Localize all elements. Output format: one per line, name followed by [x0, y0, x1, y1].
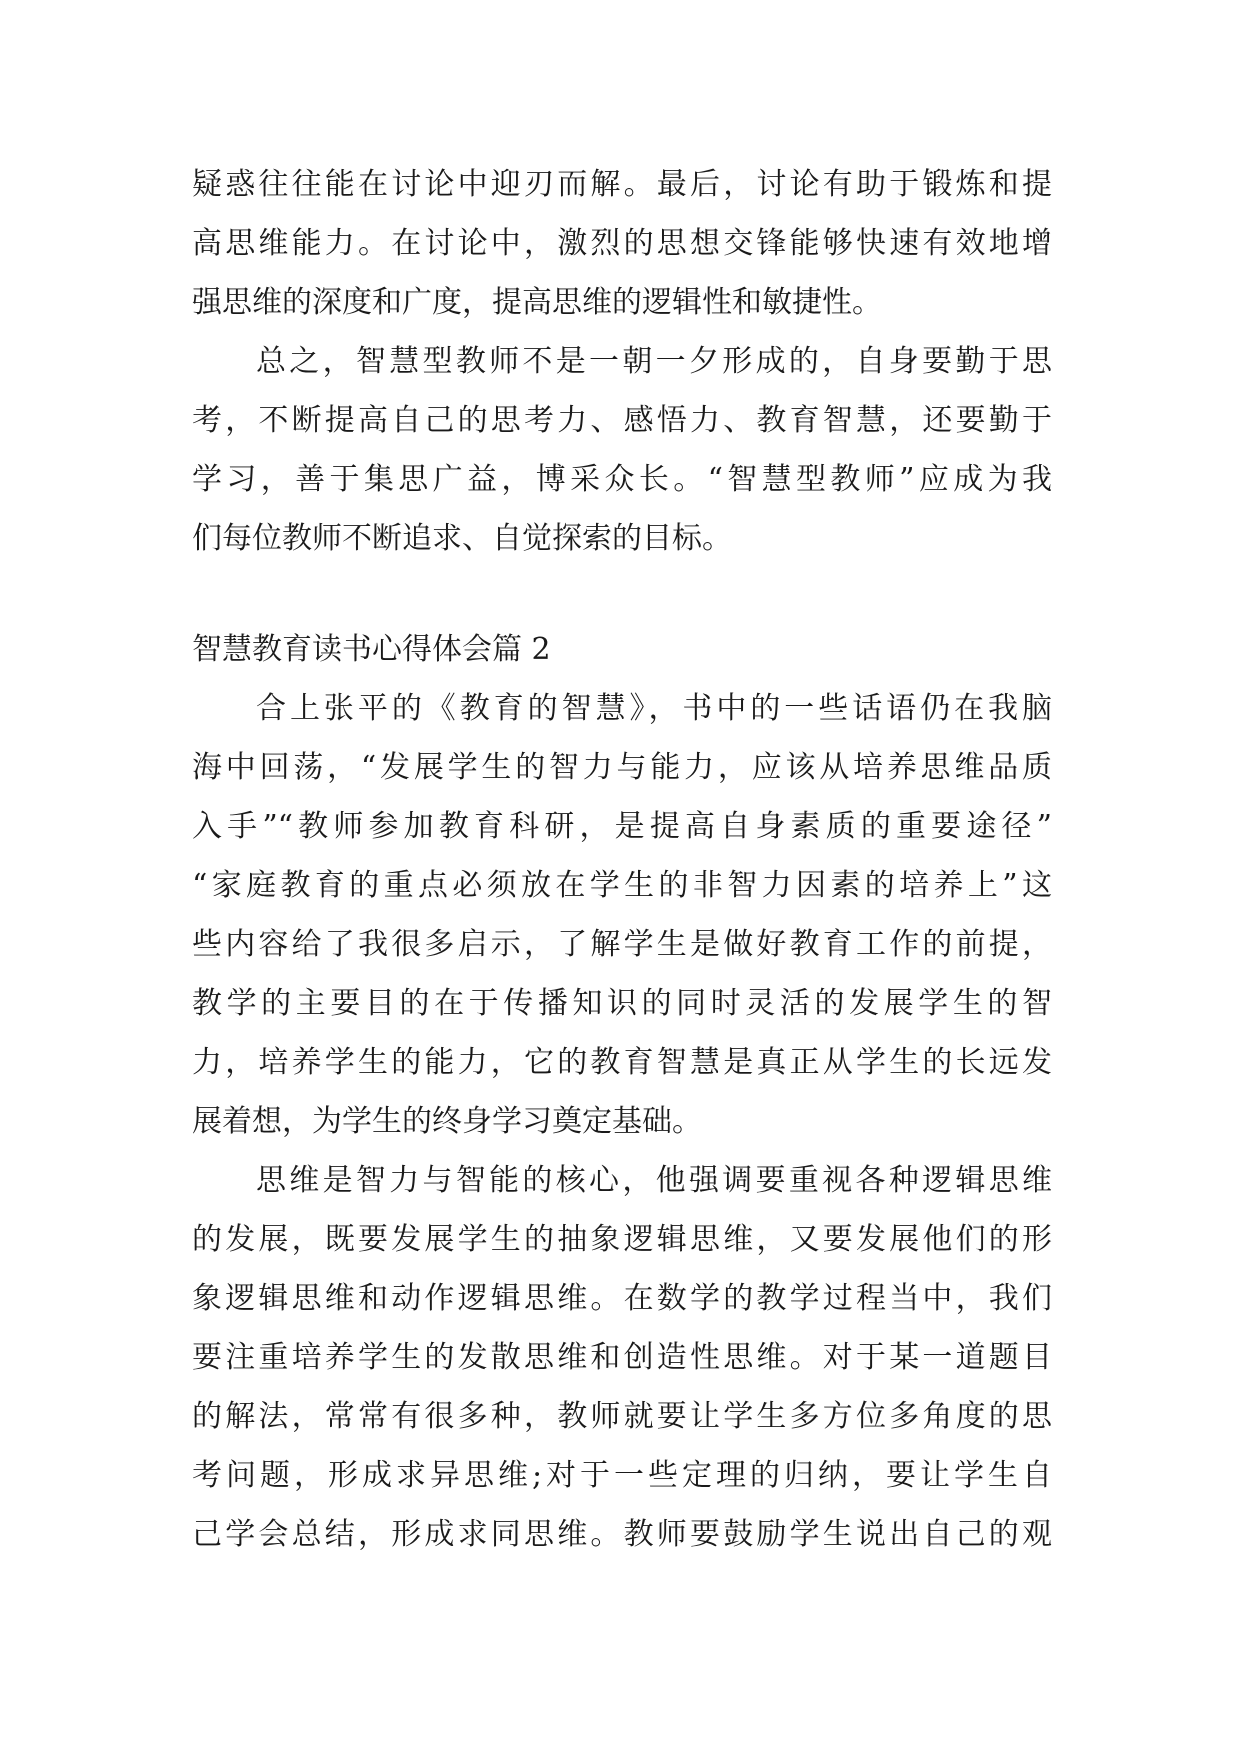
- text-line: 的发展，既要发展学生的抽象逻辑思维，又要发展他们的形: [192, 1222, 1052, 1257]
- text-line: “家庭教育的重点必须放在学生的非智力因素的培养上”这: [192, 868, 1052, 903]
- text-line: 疑惑往往能在讨论中迎刃而解。最后，讨论有助于锻炼和提: [192, 167, 1052, 202]
- text-line: 高思维能力。在讨论中，激烈的思想交锋能够快速有效地增: [192, 226, 1052, 261]
- section-heading: 智慧教育读书心得体会篇 2: [192, 632, 551, 667]
- text-line: 象逻辑思维和动作逻辑思维。在数学的教学过程当中，我们: [192, 1281, 1052, 1316]
- text-line: 考问题，形成求异思维;对于一些定理的归纳，要让学生自: [192, 1458, 1052, 1493]
- text-line: 强思维的深度和广度，提高思维的逻辑性和敏捷性。: [192, 285, 882, 320]
- text-line: 们每位教师不断追求、自觉探索的目标。: [192, 521, 732, 556]
- text-line: 考，不断提高自己的思考力、感悟力、教育智慧，还要勤于: [192, 403, 1052, 438]
- text-line: 些内容给了我很多启示，了解学生是做好教育工作的前提，: [192, 927, 1052, 962]
- text-line: 海中回荡，“发展学生的智力与能力，应该从培养思维品质: [192, 750, 1052, 785]
- text-line: 教学的主要目的在于传播知识的同时灵活的发展学生的智: [192, 986, 1052, 1021]
- text-line: 的解法，常常有很多种，教师就要让学生多方位多角度的思: [192, 1399, 1052, 1434]
- text-line: 总之，智慧型教师不是一朝一夕形成的，自身要勤于思: [256, 344, 1052, 379]
- text-line: 入手”“教师参加教育科研，是提高自身素质的重要途径”: [192, 809, 1052, 844]
- text-line: 学习，善于集思广益，博采众长。“智慧型教师”应成为我: [192, 462, 1052, 497]
- text-line: 力，培养学生的能力，它的教育智慧是真正从学生的长远发: [192, 1045, 1052, 1080]
- text-line: 思维是智力与智能的核心，他强调要重视各种逻辑思维: [256, 1163, 1052, 1198]
- text-line: 要注重培养学生的发散思维和创造性思维。对于某一道题目: [192, 1340, 1052, 1375]
- text-line: 展着想，为学生的终身学习奠定基础。: [192, 1104, 702, 1139]
- text-line: 合上张平的《教育的智慧》，书中的一些话语仍在我脑: [256, 691, 1052, 726]
- text-line: 己学会总结，形成求同思维。教师要鼓励学生说出自己的观: [192, 1517, 1052, 1552]
